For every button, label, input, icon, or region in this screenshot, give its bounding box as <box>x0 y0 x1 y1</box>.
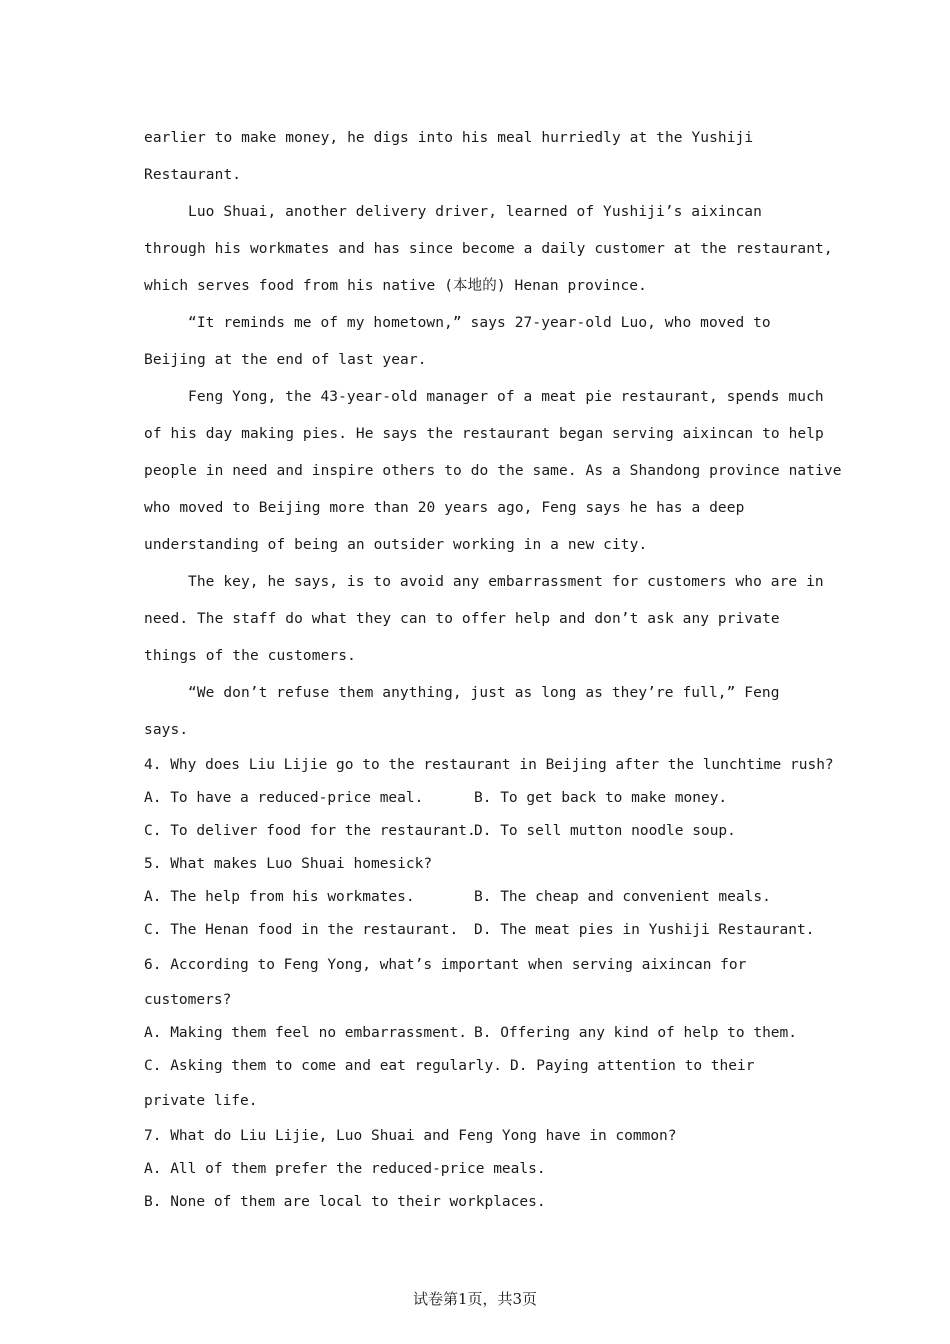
option-d[interactable]: D. To sell mutton noodle soup. <box>474 823 736 839</box>
text-line: “It reminds me of my hometown,” says 27-year-old Luo, who moved to <box>188 315 771 331</box>
text-line: Luo Shuai, another delivery driver, learned of Yushiji’s aixincan <box>188 204 762 220</box>
option-row <box>144 815 824 848</box>
question-stem: 6. According to Feng Yong, what’s important when serving aixincan for <box>144 957 747 973</box>
option-b[interactable]: B. None of them are local to their workplaces. <box>144 1194 546 1210</box>
option-c[interactable]: C. Asking them to come and eat regularly. <box>144 1058 502 1074</box>
question-stem: 5. What makes Luo Shuai homesick? <box>144 856 433 872</box>
option-b[interactable]: B. The cheap and convenient meals. <box>474 889 771 905</box>
option-b[interactable]: B. To get back to make money. <box>474 790 728 806</box>
option-row <box>144 782 824 815</box>
paragraph-6 <box>144 675 824 749</box>
text-line: through his workmates and has since become a daily customer at the restaurant, <box>144 241 833 257</box>
option-b[interactable]: B. Offering any kind of help to them. <box>474 1025 798 1041</box>
text-line: people in need and inspire others to do the same. As a Shandong province native <box>144 463 842 479</box>
option-a[interactable]: A. Making them feel no embarrassment. <box>144 1025 468 1041</box>
question-stem: 4. Why does Liu Lijie go to the restaurant in Beijing after the lunchtime rush? <box>144 757 834 773</box>
option-a[interactable]: A. The help from his workmates. <box>144 889 415 905</box>
option-d[interactable]: D. The meat pies in Yushiji Restaurant. <box>474 922 815 938</box>
option-c[interactable]: C. The Henan food in the restaurant. <box>144 922 459 938</box>
paragraph-3 <box>144 305 824 379</box>
text-line: Beijing at the end of last year. <box>144 352 427 368</box>
text-line: says. <box>144 722 189 738</box>
document-body <box>144 120 842 1219</box>
option-row <box>144 914 824 947</box>
option-row <box>144 1017 824 1050</box>
option-row <box>144 1050 824 1083</box>
text-line: need. The staff do what they can to offer help and don’t ask any private <box>144 611 780 627</box>
text-line: earlier to make money, he digs into his meal hurriedly at the Yushiji <box>144 130 754 146</box>
text-line: The key, he says, is to avoid any embarrassment for customers who are in <box>188 574 824 590</box>
question-stem: 7. What do Liu Lijie, Luo Shuai and Feng Yong have in common? <box>144 1128 677 1144</box>
option-a[interactable]: A. To have a reduced-price meal. <box>144 790 424 806</box>
option-d[interactable]: D. Paying attention to their <box>510 1058 755 1074</box>
page-footer: 试卷第1页，共3页 <box>412 1290 538 1308</box>
paragraph-4 <box>144 379 842 564</box>
option-d-continued: private life. <box>144 1093 258 1109</box>
paragraph-2 <box>144 194 833 305</box>
question-4 <box>144 749 834 848</box>
text-line: which serves food from his native (本地的) Henan province. <box>144 278 647 294</box>
option-c[interactable]: C. To deliver food for the restaurant. <box>144 823 476 839</box>
paragraph-1 <box>144 120 824 194</box>
option-a[interactable]: A. All of them prefer the reduced-price meals. <box>144 1161 546 1177</box>
option-row <box>144 881 824 914</box>
text-line: of his day making pies. He says the restaurant began serving aixincan to help <box>144 426 824 442</box>
text-line: Restaurant. <box>144 167 242 183</box>
question-stem: customers? <box>144 992 232 1008</box>
question-7 <box>144 1120 824 1219</box>
text-line: things of the customers. <box>144 648 356 664</box>
question-5 <box>144 848 824 947</box>
question-6 <box>144 947 824 1120</box>
text-line: understanding of being an outsider working in a new city. <box>144 537 648 553</box>
paragraph-5 <box>144 564 824 675</box>
text-line: who moved to Beijing more than 20 years ago, Feng says he has a deep <box>144 500 745 516</box>
text-line: “We don’t refuse them anything, just as long as they’re full,” Feng <box>188 685 780 701</box>
text-line: Feng Yong, the 43-year-old manager of a meat pie restaurant, spends much <box>188 389 824 405</box>
